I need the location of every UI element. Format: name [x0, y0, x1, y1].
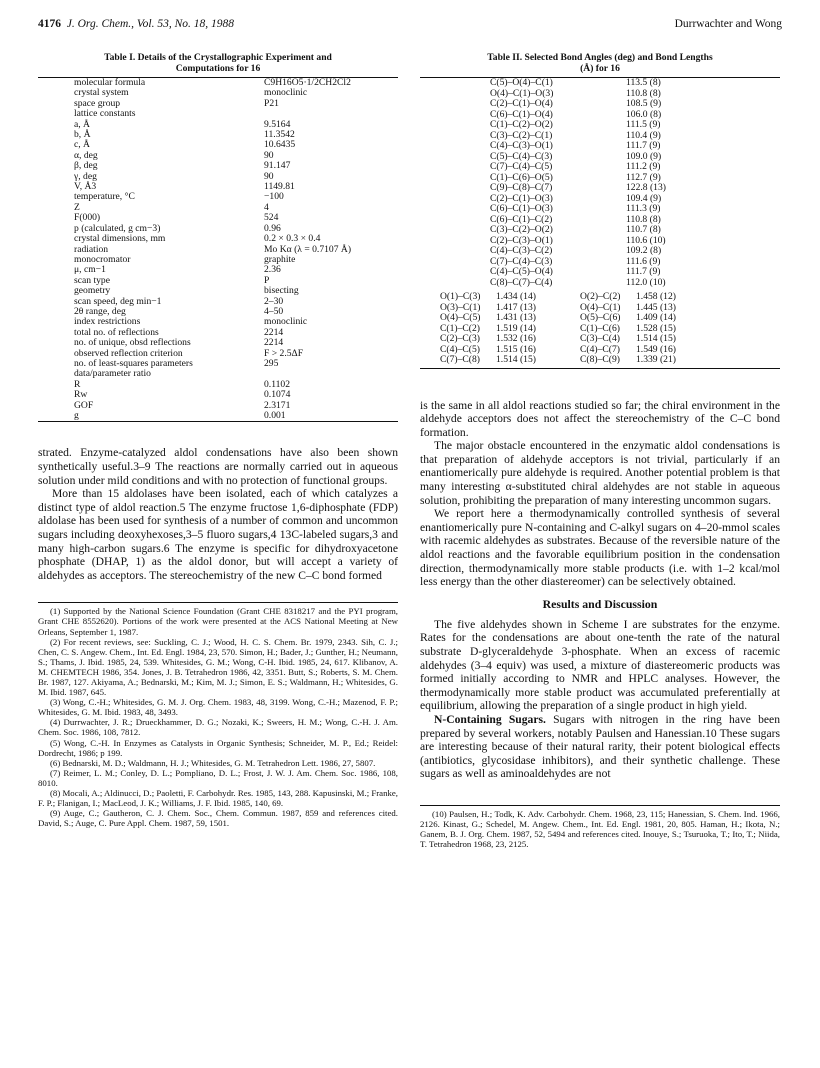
bond-atoms: C(4)–C(7)	[580, 343, 620, 355]
table1-label: γ, deg	[74, 170, 97, 182]
bond-length: 1.409 (14)	[636, 312, 676, 323]
angle-row	[490, 120, 666, 131]
bond-length: 1.549 (16)	[636, 343, 676, 355]
angle-atoms: C(7)–C(4)–C(5)	[490, 161, 553, 172]
table1-label: GOF	[74, 399, 94, 411]
table1-row	[38, 130, 398, 140]
bond-atoms: O(5)–C(6)	[580, 312, 621, 323]
table1-value: 91.147	[264, 160, 291, 172]
table1-label: Z	[74, 201, 80, 213]
angle-atoms: C(8)–C(7)–C(4)	[490, 276, 553, 288]
bond-length: 1.514 (15)	[496, 354, 536, 365]
table1-value: bisecting	[264, 285, 299, 297]
table1-value: 524	[264, 212, 279, 224]
table1-label: observed reflection criterion	[74, 347, 183, 359]
angle-atoms: C(2)–C(3)–O(1)	[490, 234, 553, 246]
table1-caption	[38, 52, 398, 74]
table1-row	[38, 109, 398, 119]
angle-value: 109.2 (8)	[626, 245, 662, 256]
bond-length: 1.519 (14)	[496, 322, 536, 334]
table1-value: 4	[264, 201, 269, 213]
angle-atoms: C(1)–C(6)–O(5)	[490, 171, 553, 183]
angle-value: 112.0 (10)	[626, 276, 666, 288]
angle-atoms: C(6)–C(1)–C(2)	[490, 213, 553, 225]
footnote: (3) Wong, C.-H.; Whitesides, G. M. J. Org. Chem. 1983, 48, 3199. Wong, C.-H.; Mazenod, F. P.; Whitesides, G. M. Ibid. 1983, 48, 3493.	[38, 697, 398, 718]
angle-atoms: C(2)–C(1)–O(3)	[490, 192, 553, 204]
table1-value: 11.3542	[264, 129, 295, 141]
angle-value: 122.8 (13)	[626, 182, 666, 193]
page-number: 4176	[38, 18, 61, 30]
table2-caption-line: Table II. Selected Bond Angles (deg) and Bond Lengths	[487, 52, 713, 63]
angle-value: 109.0 (9)	[626, 150, 662, 162]
paragraph: The major obstacle encountered in the enzymatic aldol condensations is that preparation of aldehyde acceptors is not trivial, particularly if an enantiomerically pure aldehyde is required. Another potential problem is that many interesting α-substituted chiral aldehydes are not stable in aqueous solution, prohibiting the preparation of many interesting uncommon sugars.	[420, 439, 780, 507]
bond-atoms: O(4)–C(5)	[440, 312, 481, 323]
table1-label: 2θ range, deg	[74, 305, 126, 317]
table1-label: scan type	[74, 274, 110, 286]
table1-value: P	[264, 274, 270, 286]
table1-row	[38, 192, 398, 202]
angle-value: 110.8 (8)	[626, 87, 661, 99]
angle-value: 109.4 (9)	[626, 192, 662, 204]
footnote: (8) Mocali, A.; Aldinucci, D.; Paoletti, F. Carbohydr. Res. 1985, 143, 288. Kapusinski, M.; Franke, F. P.; Flanigan, I.; MacLeod, J. K.; Williams, J. F. Ibid. 1985, 140, 69.	[38, 788, 398, 809]
paragraph: More than 15 aldolases have been isolated, each of which catalyzes a distinct type of aldol reaction.5 The enzyme fructose 1,6-diphosphate (FDP) aldolase has been used for synthesis of a number of common and uncommon sugars including deoxyhexoses,3–5 fluoro sugars,4 13C-labeled sugars,3 and many high-carbon sugars.6 The enzyme is specific for dihydroxyacetone phosphate (DHAP, 1) as the aldol donor, but will accept a variety of aldehydes as acceptors. The stereochemistry of the new C–C bond formed	[38, 487, 398, 582]
angle-value: 111.3 (9)	[626, 203, 661, 214]
table1-label: V, Å3	[74, 181, 97, 193]
angle-row	[490, 246, 666, 257]
footnote: (7) Reimer, L. M.; Conley, D. L.; Pompliano, D. L.; Frost, J. W. J. Am. Chem. Soc. 1986, 108, 8010.	[38, 767, 398, 788]
table1-row	[38, 401, 398, 411]
angle-atoms: C(3)–C(2)–O(2)	[490, 224, 553, 235]
table2-caption	[420, 52, 780, 74]
table1-label: temperature, °C	[74, 191, 135, 203]
bond-length: 1.431 (13)	[496, 312, 536, 323]
footnote: (5) Wong, C.-H. In Enzymes as Catalysts in Organic Synthesis; Schneider, M. P., Ed.; Reidel: Dordrecht, 1986; p 199.	[38, 737, 398, 758]
table1-label: R	[74, 378, 81, 390]
table1-row	[38, 411, 398, 421]
paragraph: strated. Enzyme-catalyzed aldol condensations have also been shown synthetically useful.3–9 The reactions are normally carried out in aqueous solution under mild conditions and with no protection of functional groups.	[38, 446, 398, 487]
angle-atoms: C(2)–C(1)–O(4)	[490, 98, 553, 109]
bond-length: 1.528 (15)	[636, 322, 676, 334]
length-row	[440, 313, 676, 324]
table1-value: F > 2.5ΔF	[264, 347, 304, 359]
table1-row	[38, 338, 398, 348]
angle-atoms: C(5)–O(4)–C(1)	[490, 77, 553, 88]
bond-length: 1.458 (12)	[636, 291, 676, 302]
bond-length: 1.514 (15)	[636, 333, 676, 344]
bond-atoms: C(2)–C(3)	[440, 333, 480, 344]
table1-value: monoclinic	[264, 87, 308, 99]
table1-value: P21	[264, 97, 279, 109]
table1-label: β, deg	[74, 160, 98, 172]
angle-atoms: C(6)–C(1)–O(3)	[490, 203, 553, 214]
table1-label: geometry	[74, 285, 111, 297]
table1-label: α, deg	[74, 149, 98, 161]
table1-value: 0.2 × 0.3 × 0.4	[264, 233, 321, 245]
journal-citation: J. Org. Chem., Vol. 53, No. 18, 1988	[66, 18, 235, 30]
table1-label: crystal system	[74, 87, 129, 99]
angle-value: 110.7 (8)	[626, 224, 661, 235]
bond-atoms: O(1)–C(3)	[440, 291, 481, 302]
bond-atoms: C(3)–C(4)	[580, 333, 620, 344]
angle-value: 111.6 (9)	[626, 255, 661, 267]
table1-label: index restrictions	[74, 316, 141, 328]
table1-value: 2.3171	[264, 399, 291, 411]
table2-angles	[490, 78, 666, 288]
footnotes-left	[38, 606, 398, 828]
angle-row	[490, 99, 666, 110]
bond-length: 1.339 (21)	[636, 354, 676, 365]
table1-caption-line: Computations for 16	[175, 63, 261, 74]
table1-value: Mo Kα (λ = 0.7107 Å)	[264, 243, 352, 255]
angle-value: 110.6 (10)	[626, 234, 666, 246]
table1-label: no. of least-squares parameters	[74, 357, 193, 369]
footnote: (6) Bednarski, M. D.; Waldmann, H. J.; Whitesides, G. M. Tetrahedron Lett. 1986, 27, 5807.	[50, 757, 376, 768]
table1-value: 10.6435	[264, 139, 296, 151]
angle-atoms: C(9)–C(8)–C(7)	[490, 182, 553, 193]
table1-value: graphite	[264, 253, 296, 265]
bond-atoms: C(1)–C(6)	[580, 322, 620, 334]
page-header	[38, 18, 782, 36]
footnote: (9) Auge, C.; Gautheron, C. J. Chem. Soc., Chem. Commun. 1987, 859 and references cited. David, S.; Auge, C. Pure Appl. Chem. 1987, 59, 1501.	[38, 808, 398, 829]
table1-value: 2214	[264, 337, 284, 349]
table1-value: 4–50	[264, 305, 284, 317]
table2-caption-line: (Å) for 16	[580, 63, 620, 74]
table1-label: c, Å	[74, 139, 90, 151]
length-row	[440, 355, 676, 366]
bond-atoms: O(4)–C(1)	[580, 301, 621, 313]
table1-value: 0.96	[264, 222, 281, 234]
table1-value: 2214	[264, 326, 284, 338]
angle-atoms: O(4)–C(1)–O(3)	[490, 87, 554, 99]
angle-atoms: C(5)–C(4)–C(3)	[490, 150, 553, 162]
angle-atoms: C(4)–C(3)–C(2)	[490, 245, 553, 256]
bond-atoms: C(4)–C(5)	[440, 343, 480, 355]
angle-value: 113.5 (8)	[626, 77, 661, 88]
table1-value: 1149.81	[264, 181, 295, 193]
bond-atoms: C(1)–C(2)	[440, 322, 480, 334]
table1-label: molecular formula	[74, 77, 146, 88]
footnotes-right	[420, 809, 780, 849]
subsection-heading: N-Containing Sugars.	[434, 712, 546, 726]
left-body-text	[38, 446, 398, 582]
length-row	[440, 334, 676, 345]
table1-label: scan speed, deg min−1	[74, 295, 162, 307]
footnote: (4) Durrwachter, J. R.; Drueckhammer, D. G.; Nozaki, K.; Sweers, H. M.; Wong, C.-H. J. Am. Chem. Soc. 1986, 108, 7812.	[38, 717, 398, 738]
table1-row	[38, 234, 398, 244]
table1-value: C9H16O5·1/2CH2Cl2	[264, 77, 351, 88]
length-row	[440, 292, 676, 303]
table1-value: 0.1102	[264, 378, 291, 390]
bond-atoms: O(2)–C(2)	[580, 291, 621, 302]
table1	[38, 78, 398, 421]
angle-row	[490, 162, 666, 173]
section-heading: Results and Discussion	[542, 596, 658, 611]
table1-label: μ, cm−1	[74, 264, 106, 276]
header-authors: Durrwachter and Wong	[674, 18, 782, 30]
table1-label: data/parameter ratio	[74, 368, 151, 380]
angle-row	[490, 78, 666, 89]
table1-row	[38, 369, 398, 379]
bond-length: 1.515 (16)	[496, 343, 536, 355]
table1-value: 2–30	[264, 295, 284, 307]
angle-atoms: C(1)–C(2)–O(2)	[490, 119, 553, 130]
table1-value: 90	[264, 149, 274, 161]
angle-row	[490, 278, 666, 289]
bond-atoms: C(7)–C(8)	[440, 354, 480, 365]
table1-value: −100	[264, 191, 284, 203]
angle-value: 110.4 (9)	[626, 129, 661, 141]
right-column	[420, 52, 780, 849]
table1-row	[38, 286, 398, 296]
angle-value: 111.5 (9)	[626, 119, 661, 130]
table1-label: Rw	[74, 389, 88, 401]
angle-row	[490, 204, 666, 215]
table1-value: 9.5164	[264, 118, 291, 130]
table1-value: 295	[264, 357, 279, 369]
angle-row	[490, 225, 666, 236]
paragraph	[420, 713, 780, 781]
angle-atoms: C(4)–C(3)–O(1)	[490, 140, 553, 151]
angle-value: 112.7 (9)	[626, 171, 661, 183]
table1-label: p (calculated, g cm−3)	[74, 222, 161, 234]
bond-length: 1.417 (13)	[496, 301, 536, 313]
table2-lengths	[440, 292, 676, 366]
bond-length: 1.445 (13)	[636, 301, 676, 313]
table1-label: total no. of reflections	[74, 326, 159, 338]
angle-atoms: C(6)–C(1)–O(4)	[490, 108, 553, 120]
bond-atoms: O(3)–C(1)	[440, 301, 481, 313]
table1-value: monoclinic	[264, 316, 308, 328]
left-column	[38, 52, 398, 828]
table1-value: 0.001	[264, 410, 286, 421]
angle-row	[490, 183, 666, 194]
table1-label: no. of unique, obsd reflections	[74, 337, 191, 349]
table1-label: F(000)	[74, 212, 101, 224]
table1-row	[38, 380, 398, 390]
table1-value: 2.36	[264, 264, 281, 276]
angle-value: 108.5 (9)	[626, 98, 662, 109]
footnote: (1) Supported by the National Science Foundation (Grant CHE 8318217 and the PYI program, Grant CHE 8552620). Portions of the work were presented at the ACS National Meeting at New Orleans, September 1, 1987.	[38, 606, 398, 637]
paragraph: We report here a thermodynamically controlled synthesis of several enantiomerically pure N-containing and C-alkyl sugars on 4–20-mmol scales with racemic aldehydes as substrates. Because of the reversible nature of the aldol reactions and the favorable equilibrium position in the condensation direction, thermodynamically more stable products (i.e. with 1–2 kcal/mol less energy than the other diastereomer) can be selectively obtained.	[420, 507, 780, 589]
bond-atoms: C(8)–C(9)	[580, 354, 620, 365]
table1-label: crystal dimensions, mm	[74, 233, 166, 245]
table1-value: 0.1074	[264, 389, 291, 401]
angle-value: 111.7 (9)	[626, 140, 661, 151]
table1-label: monocromator	[74, 253, 131, 265]
table1-caption-line: Table I. Details of the Crystallographic Experiment and	[104, 52, 332, 63]
angle-row	[490, 267, 666, 278]
table1-label: b, Å	[74, 129, 91, 141]
angle-atoms: C(7)–C(4)–C(3)	[490, 255, 553, 267]
paragraph-text: Sugars with nitrogen in the ring have been prepared by several workers, notably Paulsen and Hanessian.10 These sugars are interesting because of their natural rarity, their potent biological effects (antibiotics, glycosidase inhibitors), and their synthetic challenge. These sugars as well as aminoaldehydes are not	[420, 712, 781, 781]
table1-label: g	[74, 410, 79, 421]
paragraph: The five aldehydes shown in Scheme I are substrates for the enzyme. Rates for the condensations are about one-tenth the rate of the natural substrate D-glyceraldehyde 3-phosphate. When an excess of racemic aldehydes (3–4 equiv) was used, a mixture of diastereomeric products was formed initially according to NMR and HPLC analyses. However, the thermodynamically more stable product was accumulated preferentially at equilibrium, allowing the preparation of a single product in high yield.	[420, 617, 780, 713]
right-body-text	[420, 399, 780, 589]
angle-value: 111.7 (9)	[626, 266, 661, 277]
angle-row	[490, 141, 666, 152]
angle-value: 111.2 (9)	[626, 161, 661, 172]
angle-value: 110.8 (8)	[626, 213, 661, 225]
bond-length: 1.434 (14)	[496, 291, 536, 302]
header-left	[38, 18, 234, 30]
paragraph: is the same in all aldol reactions studied so far; the chiral environment in the aldehyde acceptors does not affect the stereochemistry of the C–C bond formation.	[420, 398, 780, 439]
footnote: (2) For recent reviews, see: Suckling, C. J.; Wood, H. C. S. Chem. Br. 1979, 2343. Sih, C. J.; Chen, C. S. Angew. Chem., Int. Ed. Engl. 1984, 23, 570. Simon, H.; Bader, J.; Gunther, H.; Neumann, S.; Thams, J. Ibid. 1985, 24, 539. Whitesides, G. M.; Wong, C-H. Ibid. 1985, 24, 617. Klibanov, A. M. CHEMTECH 1986, 354. Jones, J. B. Tetrahedron 1986, 42, 3351. Butt, S.; Roberts, S. M. Chem. Br. 1987, 127. Akiyama, A.; Bednarski, M.; Kim, M. J.; Simon, E. S.; Waldmann, H.; Whitesides, G. M. Ibid. 1987, 645.	[38, 636, 398, 698]
table1-label: a, Å	[74, 118, 90, 130]
angle-value: 106.0 (8)	[626, 108, 662, 120]
results-body-text	[420, 618, 780, 781]
angle-atoms: C(4)–C(5)–O(4)	[490, 266, 553, 277]
table1-row	[38, 120, 398, 130]
table1-label: radiation	[74, 243, 109, 255]
angle-atoms: C(3)–C(2)–C(1)	[490, 129, 553, 141]
table1-label: lattice constants	[74, 108, 136, 120]
bond-length: 1.532 (16)	[496, 333, 536, 344]
table1-value: 90	[264, 170, 274, 182]
table1-label: space group	[74, 97, 121, 109]
footnote: (10) Paulsen, H.; Todk, K. Adv. Carbohydr. Chem. 1968, 23, 115; Hanessian, S. Chem. Ind. 1966, 2126. Kinast, G.; Schedel, M. Angew. Chem., Int. Ed. Engl. 1981, 20, 805. Haman, H.; Ikota, N.; Ganem, B. J. Org. Chem. 1987, 52, 5494 and references cited. Inouye, S.; Tsuruoka, T.; Ito, T.; Niida, T. Tetrahedron 1968, 23, 2125.	[420, 808, 780, 850]
